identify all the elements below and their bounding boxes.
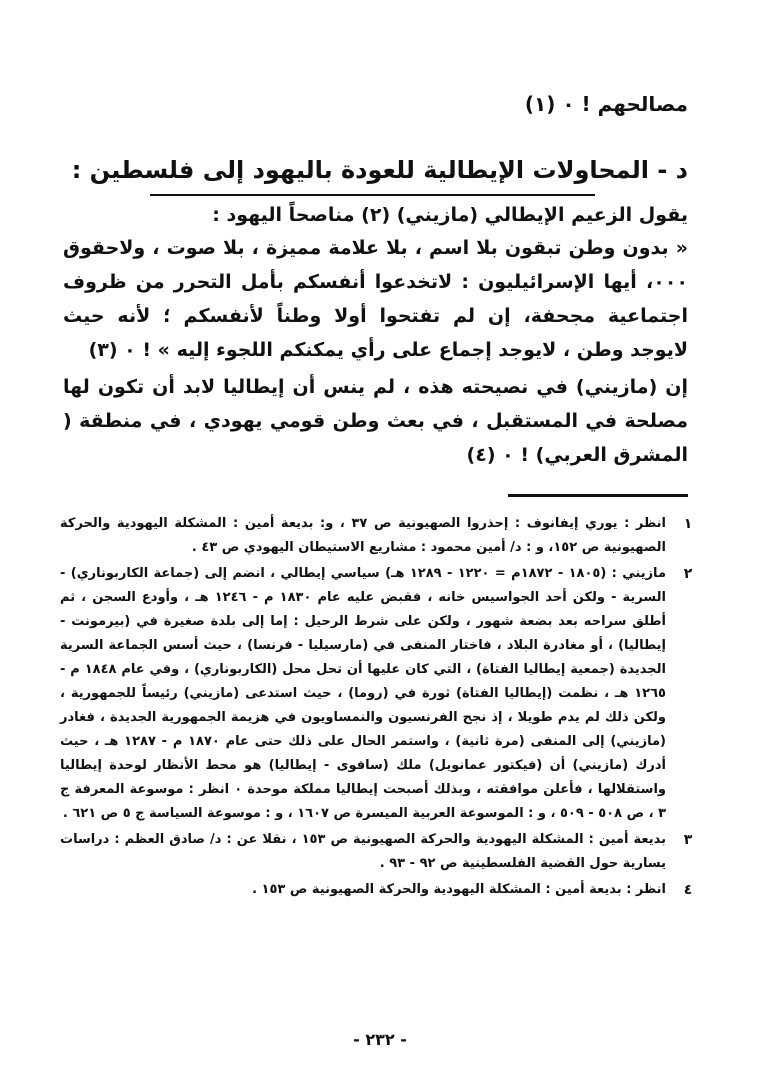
footnotes-section bbox=[60, 512, 700, 904]
footnote-text: مازيني : (١٨٠٥ - ١٨٧٢م = ١٢٢٠ - ١٢٨٩ هـ) سياسي إيطالي ، انضم إلى (جماعة الكاربوناري) - السرية - ولكن أحد الجواسيس خانه ، فقبض عليه عام ١٨٣٠ م - ١٢٤٦ هـ ، وأودع السجن ، ثم أطلق سراحه بعد بضعة شهور ، ولكن على شرط الرحيل : إما إلى بلدة صغيرة في (بيرمونت - إيطاليا) ، أو مغادرة البلاد ، فاختار المنفى في (مارسيليا - فرنسا) ، حيث أسس الجماعة السرية الجديدة (جمعية إيطاليا الفتاة) ، التي كان عليها أن تحل محل (الكاربوناري) ، وفي عام ١٨٤٨ م - ١٢٦٥ هـ ، نظمت (إيطاليا الفتاة) ثورة في (روما) ، حيث استدعى (مازيني) رئيساً للجمهورية ، ولكن ذلك لم يدم طويلا ، إذ نجح الفرنسيون والنمساويون في هزيمة الجمهورية الجديدة ، فغادر (مازيني) إلى المنفى (مرة ثانية) ، واستمر الحال على ذلك حتى عام ١٨٧٠ م - ١٢٨٧ هـ ، حيث أدرك (مازيني) أن (فيكتور عمانويل) ملك (سافوى - إيطاليا) هو محط الأنظار لوحدة إيطاليا واستقلالها ، فأعلن موافقته ، وبذلك أصبحت إيطاليا مملكة موحدة ٠ انظر : موسوعة المعرفة ج ٣ ، ص ٥٠٨ - ٥٠٩ ، و : الموسوعة العربية الميسرة ص ١٦٠٧ ، و : موسوعة السياسة ج ٥ ص ٦٢١ . bbox=[60, 566, 666, 821]
commentary-paragraph: إن (مازيني) في نصيحته هذه ، لم ينس أن إيطاليا لابد أن تكون لها مصلحة في المستقبل ، في بعث وطن قومي يهودي ، في منطقة ( المشرق العربي) ! ٠ (٤) bbox=[63, 376, 688, 466]
page-number: - ٢٣٢ - bbox=[353, 1030, 407, 1049]
footnote-separator bbox=[508, 494, 688, 497]
footnote-3 bbox=[60, 828, 700, 876]
footnote-number: ٤ bbox=[683, 882, 693, 898]
section-heading: د - المحاولات الإيطالية للعودة باليهود إلى فلسطين : bbox=[71, 156, 688, 184]
footnote-4 bbox=[60, 878, 700, 902]
footnote-text: انظر : يوري إيفانوف : إحذروا الصهيونية ص ٣٧ ، و: بديعة أمين : المشكلة اليهودية والحركة الصهيونية ص ١٥٢، و : د/ أمين محمود : مشاريع الاستيطان اليهودي ص ٤٣ . bbox=[60, 516, 667, 555]
footnote-text: بديعة أمين : المشكلة اليهودية والحركة الصهيونية ص ١٥٣ ، نقلا عن : د/ صادق العظم : دراسات يسارية حول القضية الفلسطينية ص ٩٢ - ٩٣ . bbox=[60, 832, 666, 871]
footnote-2 bbox=[60, 562, 700, 826]
footnote-1 bbox=[60, 512, 700, 560]
intro-paragraph: يقول الزعيم الإيطالي (مازيني) (٢) مناصحاً اليهود : bbox=[212, 204, 688, 226]
quote-paragraph: « بدون وطن تبقون بلا اسم ، بلا علامة مميزة ، بلا صوت ، ولاحقوق ٠٠٠، أيها الإسرائيليون : لاتخدعوا أنفسكم بأمل التحرر من ظروف اجتماعية مجحفة، إن لم تفتحوا أولا وطناً لأنفسكم ؛ لأنه حيث لايوجد وطن ، لايوجد إجماع على رأي يمكنكم اللجوء إليه » ! ٠ (٣) bbox=[63, 237, 688, 361]
footnote-number: ١ bbox=[683, 516, 693, 532]
carried-over-text: مصالحهم ! ٠ (١) bbox=[524, 92, 688, 116]
heading-underline bbox=[150, 194, 595, 196]
footnote-text: انظر : بديعة أمين : المشكلة اليهودية والحركة الصهيونية ص ١٥٣ . bbox=[252, 882, 666, 897]
footnote-number: ٢ bbox=[683, 566, 693, 582]
footnote-number: ٣ bbox=[683, 832, 693, 848]
